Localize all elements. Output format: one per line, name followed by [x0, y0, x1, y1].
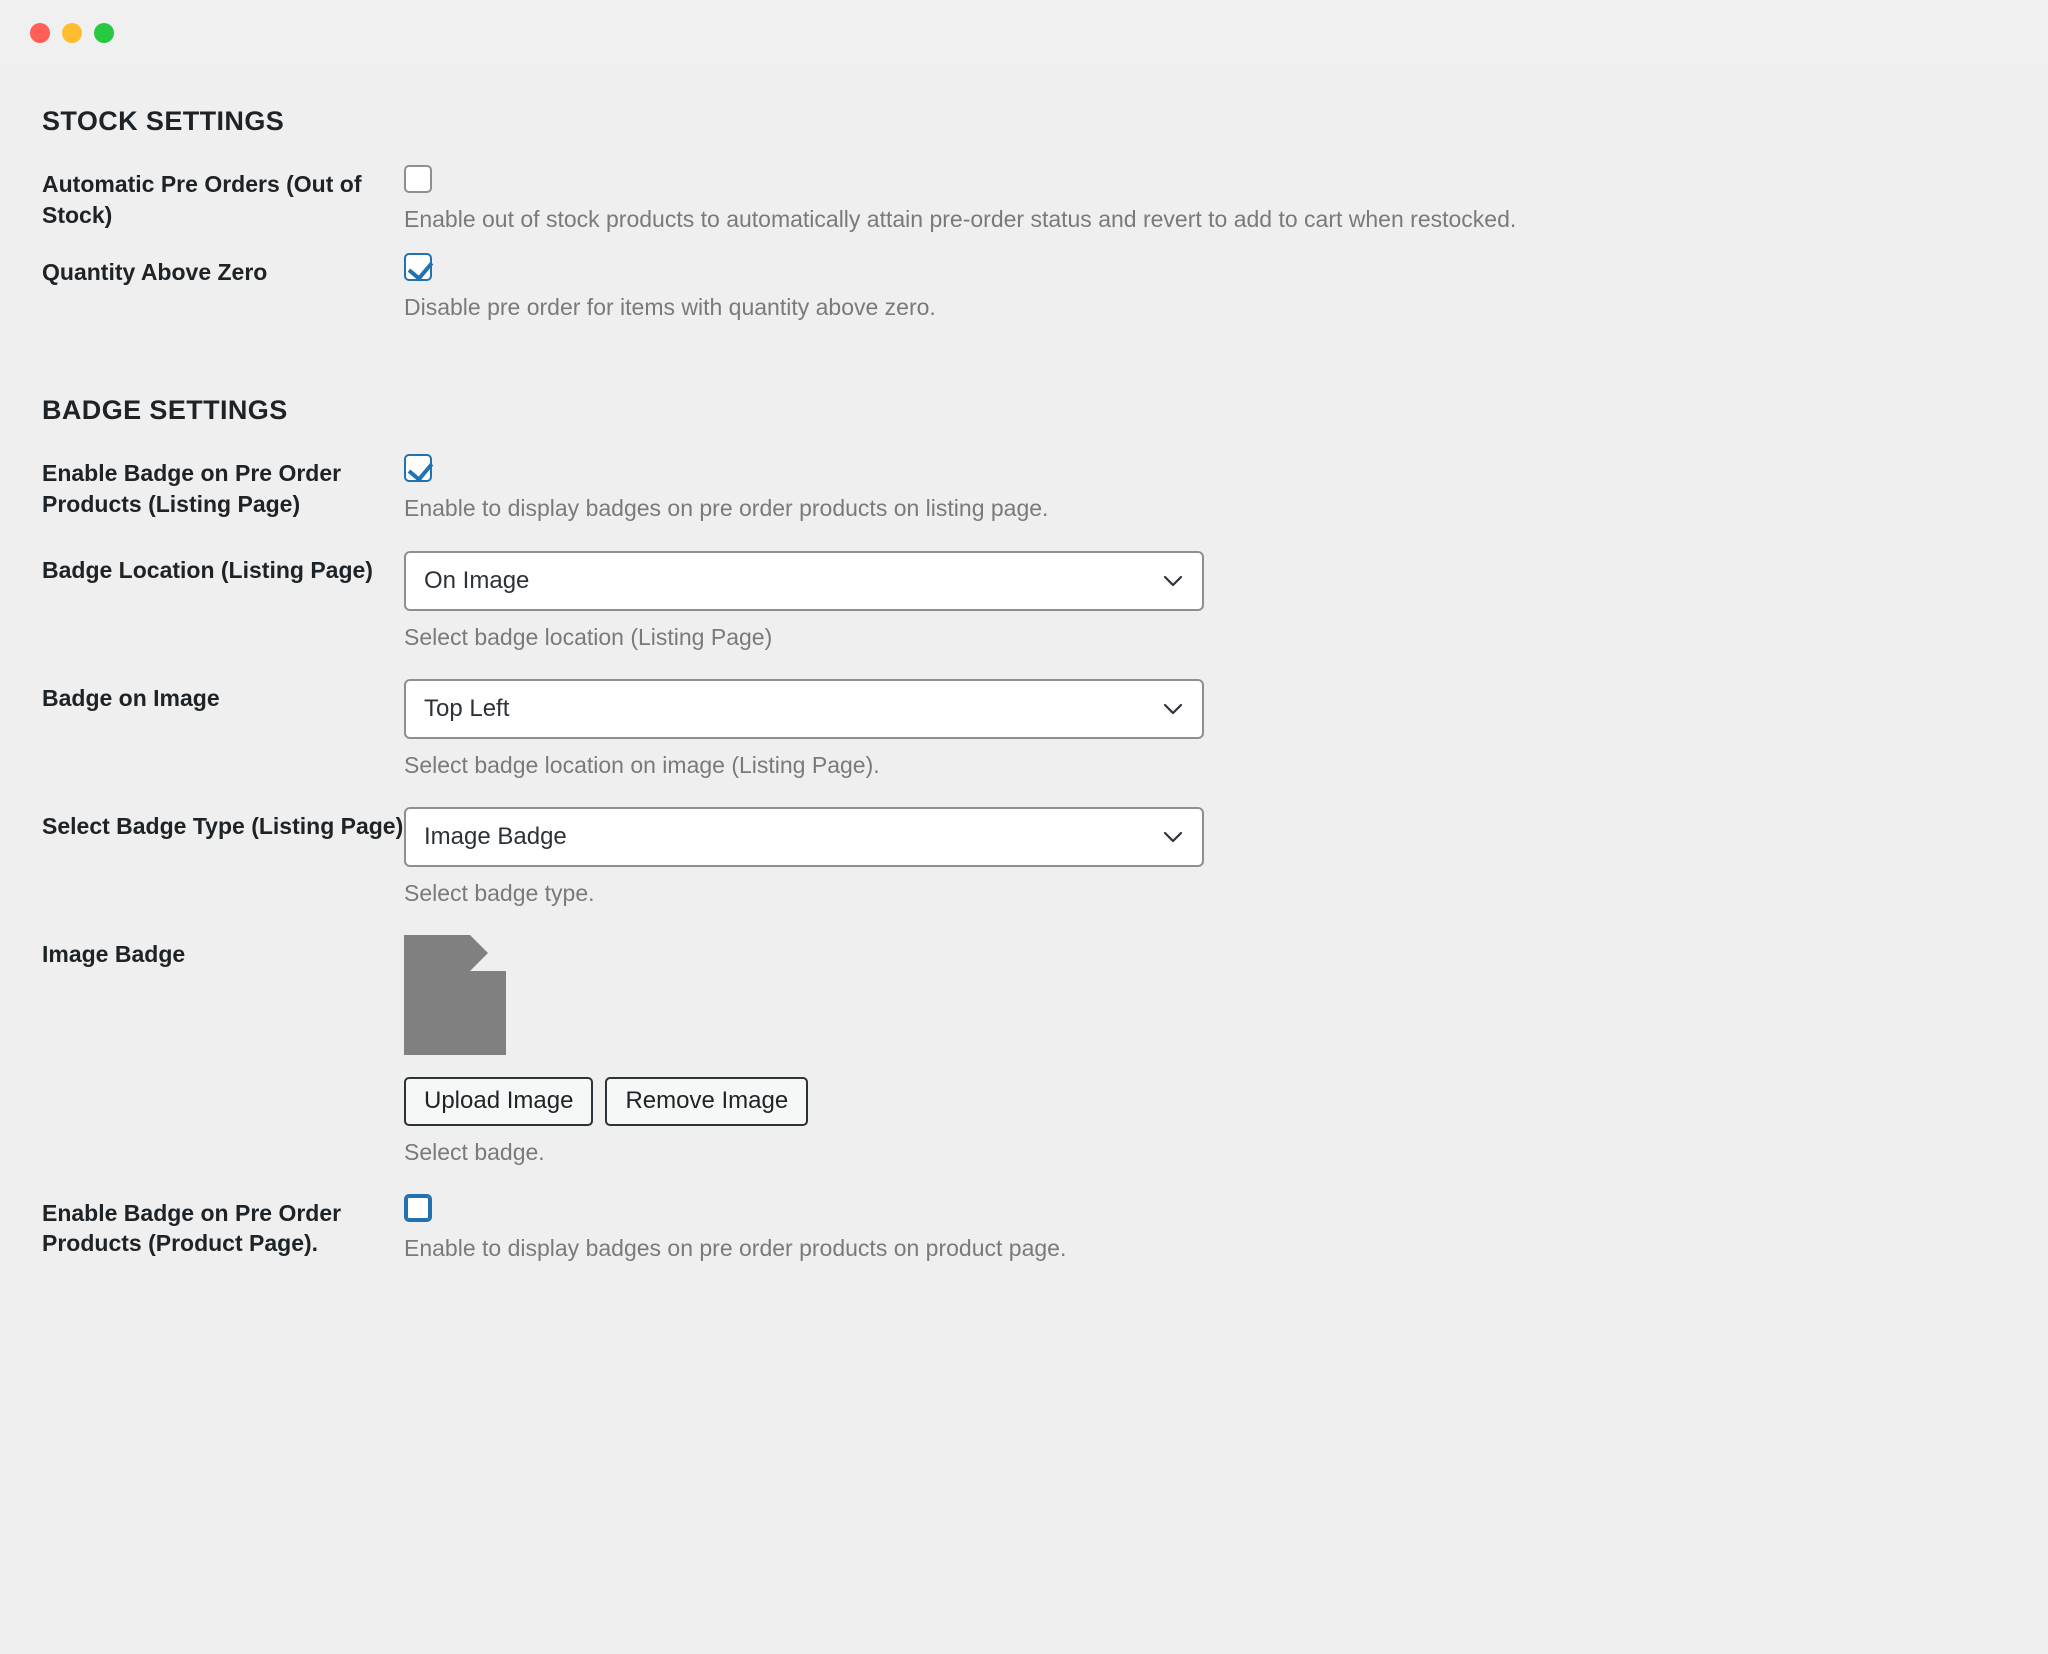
bottom-spacer	[42, 1264, 2008, 1324]
section-heading-badge-settings: BADGE SETTINGS	[42, 395, 288, 426]
automatic-pre-orders-checkbox[interactable]	[404, 165, 432, 193]
minimize-window-icon[interactable]	[62, 23, 82, 43]
setting-description-quantity-above-zero: Disable pre order for items with quantity above zero.	[404, 294, 936, 321]
setting-label-badge-location: Badge Location (Listing Page)	[42, 556, 373, 583]
settings-content	[0, 66, 2048, 1654]
window-titlebar	[0, 0, 2048, 66]
setting-label-automatic-pre-orders: Automatic Pre Orders (Out of Stock)	[42, 171, 362, 228]
setting-label-badge-type: Select Badge Type (Listing Page)	[42, 812, 404, 839]
quantity-above-zero-checkbox[interactable]	[404, 253, 432, 281]
upload-image-button[interactable]: Upload Image	[404, 1077, 593, 1125]
setting-label-enable-badge-listing: Enable Badge on Pre Order Products (Listing Page)	[42, 460, 342, 517]
remove-image-button[interactable]: Remove Image	[605, 1077, 808, 1125]
setting-description-badge-type: Select badge type.	[404, 879, 595, 906]
badge-type-selected-value: Image Badge	[424, 822, 567, 850]
setting-row-automatic-pre-orders	[42, 147, 2008, 235]
badge-type-select[interactable]	[404, 807, 1204, 867]
image-badge-buttons	[404, 1077, 2008, 1125]
setting-row-enable-badge-product-page	[42, 1168, 2008, 1264]
setting-description-enable-badge-product-page: Enable to display badges on pre order products on product page.	[404, 1234, 1067, 1261]
setting-description-enable-badge-listing: Enable to display badges on pre order products on listing page.	[404, 495, 1049, 522]
setting-label-enable-badge-product-page: Enable Badge on Pre Order Products (Product Page).	[42, 1199, 342, 1257]
chevron-down-icon	[1162, 570, 1184, 592]
enable-badge-listing-checkbox[interactable]	[404, 454, 432, 482]
setting-row-quantity-above-zero	[42, 235, 2008, 323]
badge-location-select[interactable]	[404, 551, 1204, 611]
setting-row-badge-type	[42, 781, 2008, 909]
chevron-down-icon	[1162, 698, 1184, 720]
badge-on-image-selected-value: Top Left	[424, 694, 510, 722]
close-window-icon[interactable]	[30, 23, 50, 43]
file-placeholder-icon	[404, 935, 506, 1055]
setting-row-enable-badge-listing	[42, 436, 2008, 524]
setting-label-badge-on-image: Badge on Image	[42, 684, 220, 711]
file-corner-fold-icon	[470, 935, 506, 971]
setting-description-automatic-pre-orders: Enable out of stock products to automatically attain pre-order status and revert to add to cart when restocked.	[404, 206, 1517, 232]
setting-label-quantity-above-zero: Quantity Above Zero	[42, 259, 268, 286]
setting-label-image-badge: Image Badge	[42, 941, 186, 968]
maximize-window-icon[interactable]	[94, 23, 114, 43]
setting-description-image-badge: Select badge.	[404, 1138, 545, 1165]
setting-row-image-badge	[42, 909, 2008, 1168]
setting-description-badge-on-image: Select badge location on image (Listing Page).	[404, 751, 880, 778]
badge-location-selected-value: On Image	[424, 566, 530, 594]
setting-description-badge-location: Select badge location (Listing Page)	[404, 623, 773, 650]
chevron-down-icon	[1162, 826, 1184, 848]
badge-on-image-select[interactable]	[404, 679, 1204, 739]
setting-row-badge-location	[42, 525, 2008, 653]
section-heading-stock-settings: STOCK SETTINGS	[42, 106, 285, 136]
enable-badge-product-page-checkbox[interactable]	[404, 1194, 432, 1222]
setting-row-badge-on-image	[42, 653, 2008, 781]
window-controls	[30, 23, 114, 43]
